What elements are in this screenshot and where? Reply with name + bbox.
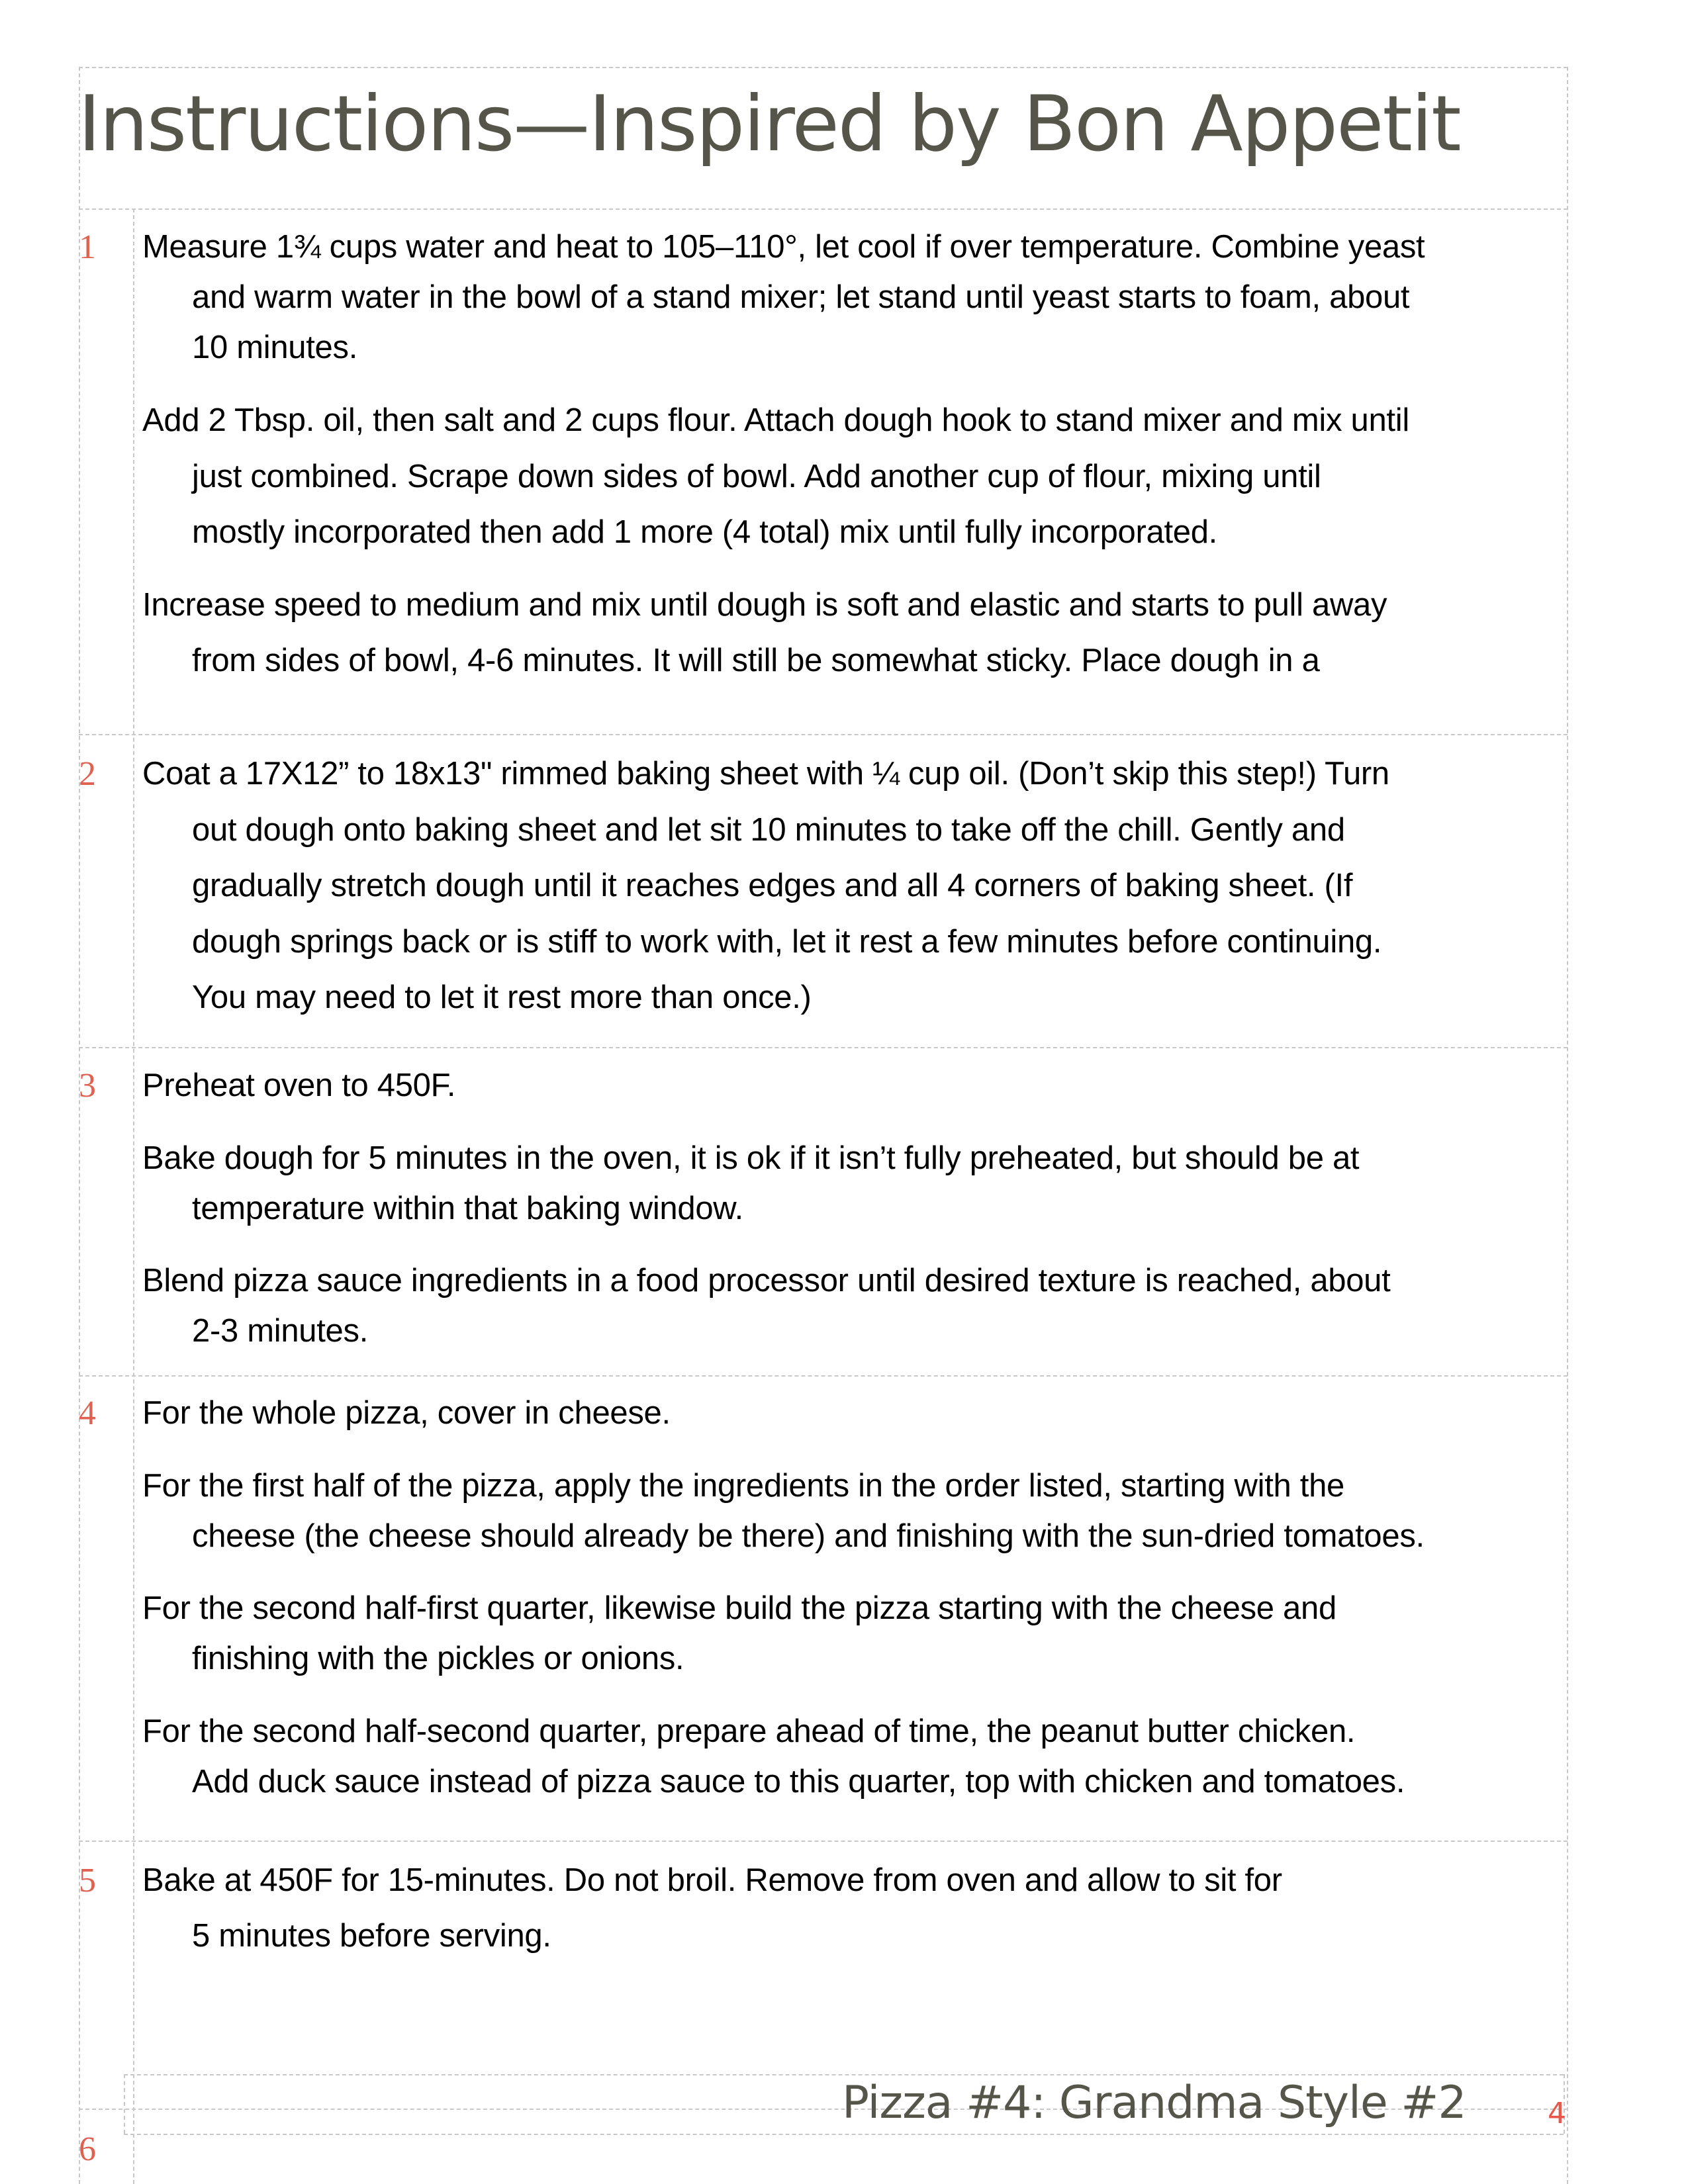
- step-text-line: Add 2 Tbsp. oil, then salt and 2 cups flour. Attach dough hook to stand mixer and mix until: [142, 402, 1409, 438]
- step-text-line: Coat a 17X12” to 18x13" rimmed baking sheet with ¼ cup oil. (Don’t skip this step!) Turn: [142, 756, 1389, 792]
- step-text-line: from sides of bowl, 4-6 minutes. It will still be somewhat sticky. Place dough in a: [192, 643, 1320, 678]
- step-text-line: mostly incorporated then add 1 more (4 total) mix until fully incorporated.: [192, 514, 1217, 550]
- step-text-line: and warm water in the bowl of a stand mixer; let stand until yeast starts to foam, about: [192, 279, 1410, 315]
- page-title: Instructions—Inspired by Bon Appetit: [78, 79, 1460, 169]
- step-text-line: just combined. Scrape down sides of bowl. Add another cup of flour, mixing until: [192, 459, 1321, 494]
- step-text-line: Measure 1¾ cups water and heat to 105–110°, let cool if over temperature. Combine yeast: [142, 229, 1425, 265]
- page-number: 4: [1548, 2097, 1566, 2130]
- footer-box-bottom: [124, 2134, 1564, 2135]
- row-divider: [79, 1047, 1568, 1048]
- frame-right-line: [1567, 67, 1568, 2184]
- step-text-line: 2-3 minutes.: [192, 1313, 369, 1349]
- step-text-line: dough springs back or is stiff to work with, let it rest a few minutes before continuing.: [192, 924, 1382, 960]
- step-number: 2: [79, 755, 96, 793]
- step-text-line: For the second half-first quarter, likewise build the pizza starting with the cheese and: [142, 1590, 1336, 1626]
- step-number: 3: [79, 1067, 96, 1105]
- footer-recipe-title: Pizza #4: Grandma Style #2: [842, 2077, 1466, 2129]
- row-divider: [79, 734, 1568, 735]
- step-text-line: Preheat oven to 450F.: [142, 1068, 456, 1103]
- step-text-line: gradually stretch dough until it reaches edges and all 4 corners of baking sheet. (If: [192, 868, 1353, 903]
- step-text-line: 5 minutes before serving.: [192, 1918, 551, 1954]
- step-text-line: Bake at 450F for 15-minutes. Do not broil. Remove from oven and allow to sit for: [142, 1862, 1282, 1898]
- step-text-line: Blend pizza sauce ingredients in a food processor until desired texture is reached, about: [142, 1263, 1391, 1298]
- row-divider: [79, 1375, 1568, 1377]
- step-text-line: out dough onto baking sheet and let sit 10 minutes to take off the chill. Gently and: [192, 812, 1345, 848]
- step-text-line: temperature within that baking window.: [192, 1191, 743, 1226]
- step-number: 4: [79, 1394, 96, 1432]
- header-divider: [79, 208, 1568, 210]
- column-divider-line: [133, 208, 134, 2184]
- row-divider: [79, 1841, 1568, 1842]
- step-text-line: For the first half of the pizza, apply the ingredients in the order listed, starting with the: [142, 1468, 1345, 1504]
- step-text-line: Bake dough for 5 minutes in the oven, it is ok if it isn’t fully preheated, but should be at: [142, 1140, 1360, 1176]
- step-text-line: finishing with the pickles or onions.: [192, 1641, 684, 1676]
- step-text-line: Increase speed to medium and mix until dough is soft and elastic and starts to pull away: [142, 587, 1387, 623]
- step-number: 1: [79, 228, 96, 266]
- step-text-line: For the second half-second quarter, prepare ahead of time, the peanut butter chicken.: [142, 1713, 1356, 1749]
- step-text-line: 10 minutes.: [192, 330, 358, 365]
- step-text-line: cheese (the cheese should already be there) and finishing with the sun-dried tomatoes.: [192, 1518, 1425, 1554]
- footer-box-top: [124, 2074, 1564, 2075]
- step-text-line: You may need to let it rest more than once.): [192, 979, 812, 1015]
- step-text-line: For the whole pizza, cover in cheese.: [142, 1395, 671, 1431]
- step-number: 5: [79, 1862, 96, 1899]
- step-number: 6: [79, 2130, 96, 2168]
- footer-box-left: [124, 2074, 125, 2134]
- step-text-line: Add duck sauce instead of pizza sauce to this quarter, top with chicken and tomatoes.: [192, 1764, 1405, 1799]
- frame-top-line: [79, 67, 1568, 68]
